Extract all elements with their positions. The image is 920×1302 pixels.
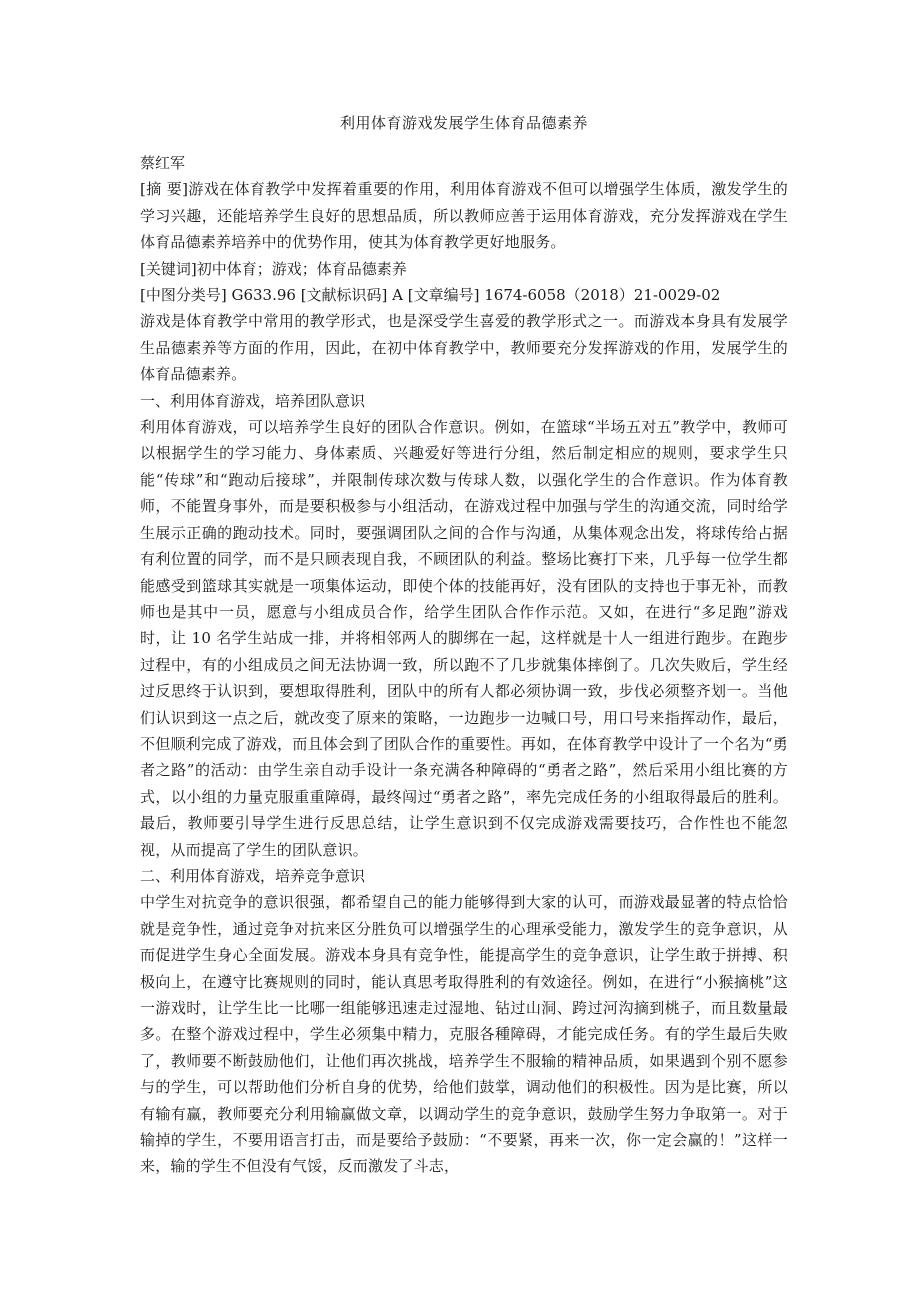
article-author: 蔡红军: [140, 154, 186, 172]
section-body-competition: 中学生对抗竞争的意识很强，都希望自己的能力能够得到大家的认可，而游戏最显著的特点恰恰就是竞争性，通过竞争对抗来区分胜负可以增强学生的心理承受能力，激发学生的竞争意识，从而促进学生身心全面发展。游戏本身具有竞争性，能提高学生的竞争意识，让学生敢于拼搏、积极向上，在遵守比赛规则的同时，能认真思考取得胜利的有效途径。例如，在进行“小猴摘桃”这一游戏时，让学生比一比哪一组能够迅速走过湿地、钻过山洞、跨过河沟摘到桃子，而且数量最多。在整个游戏过程中，学生必须集中精力，克服各種障碍，才能完成任务。有的学生最后失败了，教师要不断鼓励他们，让他们再次挑战，培养学生不服输的精神品质，如果遇到个别不愿参与的学生，可以帮助他们分析自身的优势，给他们鼓掌，调动他们的积极性。因为是比赛，所以有输有赢，教师要充分利用输赢做文章，以调动学生的竞争意识，鼓励学生努力争取第一。对于输掉的学生，不要用语言打击，而是要给予鼓励：“不要紧，再来一次，你一定会赢的！”这样一来，输的学生不但没有气馁，反而激发了斗志，: [140, 893, 788, 1176]
abstract-paragraph: [摘 要]游戏在体育教学中发挥着重要的作用，利用体育游戏不但可以增强学生体质，激发学生的学习兴趣，还能培养学生良好的思想品质，所以教师应善于运用体育游戏，充分发挥游戏在学生体育品德素养培养中的优势作用，使其为体育教学更好地服务。: [140, 180, 788, 252]
section-heading-competition: 二、利用体育游戏，培养竞争意识: [140, 866, 366, 885]
article-title: 利用体育游戏发展学生体育品德素养: [339, 114, 588, 132]
classification-line: [中图分类号] G633.96 [文献标识码] A [文章编号] 1674-6058（2018）21-0029-02: [140, 286, 721, 305]
document-page: [140, 112, 788, 1180]
intro-paragraph: 游戏是体育教学中常用的教学形式，也是深受学生喜爱的教学形式之一。而游戏本身具有发展学生品德素养等方面的作用，因此，在初中体育教学中，教师要充分发挥游戏的作用，发展学生的体育品德素养。: [140, 312, 788, 384]
section-heading-teamwork: 一、利用体育游戏，培养团队意识: [140, 391, 366, 410]
section-body-teamwork: 利用体育游戏，可以培养学生良好的团队合作意识。例如，在篮球“半场五对五”教学中，教师可以根据学生的学习能力、身体素质、兴趣爱好等进行分组，然后制定相应的规则，要求学生只能“传球”和“跑动后接球”，并限制传球次数与传球人数，以强化学生的合作意识。作为体育教师，不能置身事外，而是要积极参与小组活动，在游戏过程中加强与学生的沟通交流，同时给学生展示正确的跑动技术。同时，要强调团队之间的合作与沟通，从集体观念出发，将球传给占据有利位置的同学，而不是只顾表现自我，不顾团队的利益。整场比赛打下来，几乎每一位学生都能感受到篮球其实就是一项集体运动，即使个体的技能再好，没有团队的支持也于事无补，而教师也是其中一员，愿意与小组成员合作，给学生团队合作作示范。又如，在进行“多足跑”游戏时，让 10 名学生站成一排，并将相邻两人的脚绑在一起，这样就是十人一组进行跑步。在跑步过程中，有的小组成员之间无法协调一致，所以跑不了几步就集体摔倒了。几次失败后，学生经过反思终于认识到，要想取得胜利，团队中的所有人都必须协调一致，步伐必须整齐划一。当他们认识到这一点之后，就改变了原来的策略，一边跑步一边喊口号，用口号来指挥动作，最后，不但顺利完成了游戏，而且体会到了团队合作的重要性。再如，在体育教学中设计了一个名为“勇者之路”的活动：由学生亲自动手设计一条充满各种障碍的“勇者之路”，然后采用小组比赛的方式，以小组的力量克服重重障碍，最终闯过“勇者之路”，率先完成任务的小组取得最后的胜利。最后，教师要引导学生进行反思总结，让学生意识到不仅完成游戏需要技巧，合作性也不能忽视，从而提高了学生的团队意识。: [140, 418, 788, 859]
keywords-line: [关键词]初中体育；游戏；体育品德素养: [140, 259, 407, 278]
